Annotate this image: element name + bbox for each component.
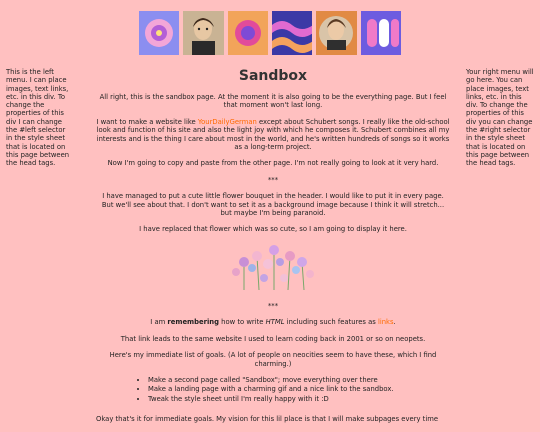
banner-flower-tile — [139, 11, 179, 55]
list-item: • Make a second page called "Sandbox"; move everything over there — [148, 376, 450, 384]
list-item: • Make a landing page with a charming gif and a nice link to the sandbox. — [148, 385, 450, 393]
flower-paragraph: I have replaced that flower which was so cute, so I am going to display it here. — [139, 225, 407, 234]
banner-portrait-tile-2 — [316, 11, 356, 55]
right-menu — [466, 68, 534, 168]
left-menu — [6, 68, 72, 168]
page-title: Sandbox — [238, 68, 308, 84]
website-paragraph — [96, 118, 450, 152]
intro-paragraph: All right, this is the sandbox page. At the moment it is also going to be the everything page. But I feel that moment won't last long. — [99, 93, 447, 110]
right-menu-text: Your right menu will go here. You can place images, text links, etc. in this div. To change the properties of this div you can change the #right selector in the style sheet that is located on this page between the head tags. — [466, 68, 534, 168]
list-item: • Tweak the style sheet until I'm really happy with it :D — [148, 395, 450, 403]
goals-intro-paragraph: Here's my immediate list of goals. (A lot of people on neocities seem to have these, which I find charming.) — [109, 351, 437, 368]
goals-list — [140, 376, 450, 403]
main-content — [96, 68, 450, 432]
website-text-after: except about Schubert songs. I really like the old-school look and function of his site and also the light joy with which he composes it. Schubert combines all my interests and is the thing I care about most in the world, and he's written hundreds of songs so it works as a long-term project. — [96, 117, 450, 152]
flower-bouquet-image — [224, 242, 322, 292]
remembering-text-b: how to write — [219, 318, 266, 327]
divider-stars-2: *** — [267, 301, 279, 310]
remembering-paragraph — [96, 318, 450, 326]
copy-paragraph: Now I'm going to copy and paste from the other page. I'm not really going to look at it very hard. — [107, 159, 439, 168]
links-link[interactable]: links — [377, 318, 394, 327]
header-banner — [139, 11, 401, 55]
banner-shapes-tile — [361, 11, 401, 55]
banner-pattern-tile — [228, 11, 268, 55]
neopets-paragraph: That link leads to the same website I used to learn coding back in 2001 or so on neopets. — [120, 334, 426, 343]
remembering-text-c: including such features as — [284, 318, 378, 327]
left-menu-text: This is the left menu. I can place images, text links, etc. in this div. To change the properties of this div I can change the #left selector in the style sheet that is located on this page between the head tags. — [6, 68, 70, 168]
banner-wave-tile — [272, 11, 312, 55]
bouquet-paragraph: I have managed to put a cute little flower bouquet in the header. I would like to put it in every page. But we'll see about that. I don't want to set it as a background image because I think it will stretch... but maybe I'm being paranoid. — [101, 192, 445, 218]
website-text-before: I want to make a website like — [96, 117, 198, 126]
vision-paragraph: Okay that's it for immediate goals. My vision for this lil place is that I will make subpages every time — [96, 415, 439, 424]
remembering-text-d: . — [393, 318, 396, 327]
remembering-bold: remembering — [167, 318, 220, 327]
remembering-text-a: I am — [150, 318, 168, 327]
divider-stars: *** — [267, 175, 279, 184]
html-italic: HTML — [265, 318, 285, 327]
yourdailygerman-link[interactable]: YourDailyGerman — [197, 117, 257, 126]
banner-portrait-tile — [183, 11, 223, 55]
